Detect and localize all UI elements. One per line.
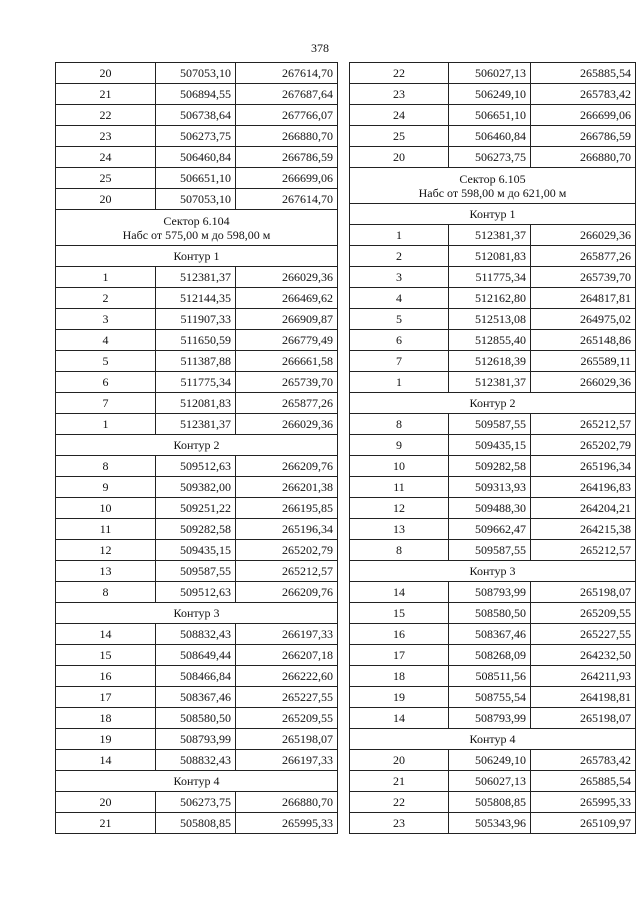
y-coordinate-cell: 266029,36 [236,414,338,435]
x-coordinate-cell: 506651,10 [449,105,531,126]
table-row [56,351,338,372]
x-coordinate-cell: 508793,99 [449,582,531,603]
table-row [350,63,636,84]
table-row [56,267,338,288]
y-coordinate-cell: 266197,33 [236,750,338,771]
table-row [56,750,338,771]
x-coordinate-cell: 508367,46 [449,624,531,645]
x-coordinate-cell: 508580,50 [449,603,531,624]
y-coordinate-cell: 266699,06 [236,168,338,189]
point-number-cell: 1 [350,372,449,393]
point-number-cell: 23 [350,813,449,834]
contour-title: Контур 1 [56,246,338,267]
table-row [350,813,636,834]
sector-header-row [56,210,338,246]
point-number-cell: 7 [350,351,449,372]
y-coordinate-cell: 265212,57 [531,540,636,561]
x-coordinate-cell: 505808,85 [449,792,531,813]
table-row [350,351,636,372]
table-row [56,456,338,477]
table-row [56,792,338,813]
y-coordinate-cell: 265739,70 [236,372,338,393]
x-coordinate-cell: 508793,99 [449,708,531,729]
contour-title: Контур 2 [350,393,636,414]
y-coordinate-cell: 266222,60 [236,666,338,687]
sector-altitude-range: Набс от 575,00 м до 598,00 м [122,227,271,242]
table-row [56,729,338,750]
table-row [350,624,636,645]
x-coordinate-cell: 508511,56 [449,666,531,687]
table-row [56,687,338,708]
y-coordinate-cell: 264198,81 [531,687,636,708]
point-number-cell: 25 [56,168,156,189]
contour-title: Контур 1 [350,204,636,225]
y-coordinate-cell: 264196,83 [531,477,636,498]
x-coordinate-cell: 512381,37 [449,372,531,393]
point-number-cell: 9 [56,477,156,498]
point-number-cell: 16 [56,666,156,687]
table-row [56,414,338,435]
x-coordinate-cell: 512144,35 [156,288,236,309]
sector-header [56,210,338,246]
y-coordinate-cell: 265209,55 [236,708,338,729]
table-row [350,414,636,435]
y-coordinate-cell: 265995,33 [531,792,636,813]
table-row [56,477,338,498]
x-coordinate-cell: 508793,99 [156,729,236,750]
y-coordinate-cell: 266029,36 [236,267,338,288]
x-coordinate-cell: 509313,93 [449,477,531,498]
y-coordinate-cell: 265202,79 [236,540,338,561]
table-row [350,645,636,666]
y-coordinate-cell: 265227,55 [236,687,338,708]
x-coordinate-cell: 512381,37 [156,414,236,435]
y-coordinate-cell: 266209,76 [236,582,338,603]
point-number-cell: 2 [56,288,156,309]
table-row [56,624,338,645]
contour-title: Контур 4 [350,729,636,750]
contour-header-row [350,204,636,225]
point-number-cell: 25 [350,126,449,147]
point-number-cell: 19 [56,729,156,750]
y-coordinate-cell: 265877,26 [531,246,636,267]
table-row [56,63,338,84]
x-coordinate-cell: 511907,33 [156,309,236,330]
point-number-cell: 14 [56,624,156,645]
table-row [56,813,338,834]
y-coordinate-cell: 267614,70 [236,63,338,84]
table-row [56,288,338,309]
y-coordinate-cell: 265212,57 [236,561,338,582]
y-coordinate-cell: 266029,36 [531,372,636,393]
contour-title: Контур 3 [350,561,636,582]
table-row [350,771,636,792]
point-number-cell: 13 [350,519,449,540]
x-coordinate-cell: 506273,75 [449,147,531,168]
point-number-cell: 8 [56,582,156,603]
y-coordinate-cell: 265198,07 [236,729,338,750]
point-number-cell: 8 [350,414,449,435]
x-coordinate-cell: 509251,22 [156,498,236,519]
x-coordinate-cell: 508466,84 [156,666,236,687]
point-number-cell: 16 [350,624,449,645]
x-coordinate-cell: 509662,47 [449,519,531,540]
y-coordinate-cell: 266209,76 [236,456,338,477]
y-coordinate-cell: 265196,34 [236,519,338,540]
x-coordinate-cell: 509282,58 [449,456,531,477]
y-coordinate-cell: 264211,93 [531,666,636,687]
table-row [56,561,338,582]
point-number-cell: 17 [350,645,449,666]
contour-header-row [350,729,636,750]
x-coordinate-cell: 509512,63 [156,456,236,477]
y-coordinate-cell: 266909,87 [236,309,338,330]
x-coordinate-cell: 508755,54 [449,687,531,708]
y-coordinate-cell: 266880,70 [236,792,338,813]
point-number-cell: 14 [350,708,449,729]
y-coordinate-cell: 265209,55 [531,603,636,624]
table-row [350,792,636,813]
coordinates-table-right [349,62,636,834]
point-number-cell: 24 [350,105,449,126]
x-coordinate-cell: 508832,43 [156,624,236,645]
point-number-cell: 13 [56,561,156,582]
table-row [56,582,338,603]
x-coordinate-cell: 509282,58 [156,519,236,540]
table-row [56,105,338,126]
x-coordinate-cell: 511775,34 [156,372,236,393]
y-coordinate-cell: 267766,07 [236,105,338,126]
table-row [56,189,338,210]
point-number-cell: 24 [56,147,156,168]
point-number-cell: 14 [350,582,449,603]
table-row [350,477,636,498]
table-row [56,540,338,561]
point-number-cell: 4 [350,288,449,309]
table-row [350,435,636,456]
point-number-cell: 1 [56,414,156,435]
x-coordinate-cell: 512513,08 [449,309,531,330]
x-coordinate-cell: 512381,37 [449,225,531,246]
table-row [56,666,338,687]
y-coordinate-cell: 265995,33 [236,813,338,834]
x-coordinate-cell: 506273,75 [156,126,236,147]
point-number-cell: 21 [350,771,449,792]
x-coordinate-cell: 509512,63 [156,582,236,603]
x-coordinate-cell: 511775,34 [449,267,531,288]
point-number-cell: 1 [56,267,156,288]
point-number-cell: 6 [350,330,449,351]
coordinates-table-left [55,62,338,834]
y-coordinate-cell: 265148,86 [531,330,636,351]
x-coordinate-cell: 511650,59 [156,330,236,351]
y-coordinate-cell: 265885,54 [531,63,636,84]
point-number-cell: 3 [350,267,449,288]
x-coordinate-cell: 505343,96 [449,813,531,834]
x-coordinate-cell: 506460,84 [156,147,236,168]
y-coordinate-cell: 265783,42 [531,750,636,771]
x-coordinate-cell: 505808,85 [156,813,236,834]
y-coordinate-cell: 266029,36 [531,225,636,246]
point-number-cell: 8 [56,456,156,477]
table-row [350,330,636,351]
table-row [350,750,636,771]
y-coordinate-cell: 266661,58 [236,351,338,372]
x-coordinate-cell: 512618,39 [449,351,531,372]
x-coordinate-cell: 506027,13 [449,771,531,792]
y-coordinate-cell: 264975,02 [531,309,636,330]
x-coordinate-cell: 512081,83 [156,393,236,414]
table-row [350,309,636,330]
point-number-cell: 3 [56,309,156,330]
point-number-cell: 18 [350,666,449,687]
y-coordinate-cell: 266779,49 [236,330,338,351]
contour-header-row [56,246,338,267]
y-coordinate-cell: 266786,59 [531,126,636,147]
y-coordinate-cell: 265198,07 [531,582,636,603]
x-coordinate-cell: 509587,55 [449,414,531,435]
y-coordinate-cell: 266197,33 [236,624,338,645]
y-coordinate-cell: 265589,11 [531,351,636,372]
y-coordinate-cell: 265885,54 [531,771,636,792]
point-number-cell: 14 [56,750,156,771]
point-number-cell: 4 [56,330,156,351]
x-coordinate-cell: 509435,15 [449,435,531,456]
x-coordinate-cell: 512162,80 [449,288,531,309]
table-row [56,645,338,666]
y-coordinate-cell: 266469,62 [236,288,338,309]
y-coordinate-cell: 264215,38 [531,519,636,540]
table-row [56,84,338,105]
point-number-cell: 10 [56,498,156,519]
contour-header-row [350,393,636,414]
x-coordinate-cell: 509382,00 [156,477,236,498]
table-row [350,603,636,624]
contour-header-row [350,561,636,582]
table-row [56,519,338,540]
table-row [350,225,636,246]
table-row [350,126,636,147]
y-coordinate-cell: 267614,70 [236,189,338,210]
point-number-cell: 21 [56,813,156,834]
x-coordinate-cell: 506249,10 [449,750,531,771]
contour-header-row [56,603,338,624]
table-row [56,147,338,168]
table-row [56,309,338,330]
point-number-cell: 6 [56,372,156,393]
x-coordinate-cell: 512855,40 [449,330,531,351]
point-number-cell: 20 [350,750,449,771]
table-row [350,147,636,168]
y-coordinate-cell: 265877,26 [236,393,338,414]
point-number-cell: 21 [56,84,156,105]
table-row [350,288,636,309]
x-coordinate-cell: 507053,10 [156,63,236,84]
y-coordinate-cell: 265227,55 [531,624,636,645]
y-coordinate-cell: 265198,07 [531,708,636,729]
table-row [350,519,636,540]
point-number-cell: 11 [56,519,156,540]
contour-title: Контур 2 [56,435,338,456]
x-coordinate-cell: 509587,55 [156,561,236,582]
table-row [350,687,636,708]
point-number-cell: 15 [350,603,449,624]
x-coordinate-cell: 506249,10 [449,84,531,105]
x-coordinate-cell: 508832,43 [156,750,236,771]
point-number-cell: 12 [56,540,156,561]
table-row [56,126,338,147]
contour-header-row [56,771,338,792]
point-number-cell: 7 [56,393,156,414]
x-coordinate-cell: 508580,50 [156,708,236,729]
y-coordinate-cell: 264204,21 [531,498,636,519]
point-number-cell: 5 [56,351,156,372]
x-coordinate-cell: 508268,09 [449,645,531,666]
point-number-cell: 20 [56,189,156,210]
x-coordinate-cell: 509488,30 [449,498,531,519]
table-row [56,372,338,393]
y-coordinate-cell: 266786,59 [236,147,338,168]
x-coordinate-cell: 506738,64 [156,105,236,126]
contour-title: Контур 4 [56,771,338,792]
table-row [350,498,636,519]
table-row [350,666,636,687]
point-number-cell: 19 [350,687,449,708]
table-row [56,498,338,519]
table-row [350,84,636,105]
y-coordinate-cell: 266195,85 [236,498,338,519]
y-coordinate-cell: 265202,79 [531,435,636,456]
point-number-cell: 9 [350,435,449,456]
point-number-cell: 22 [56,105,156,126]
sector-header-row [350,168,636,204]
x-coordinate-cell: 506273,75 [156,792,236,813]
point-number-cell: 20 [56,792,156,813]
contour-header-row [56,435,338,456]
point-number-cell: 22 [350,792,449,813]
point-number-cell: 1 [350,225,449,246]
point-number-cell: 23 [350,84,449,105]
x-coordinate-cell: 506460,84 [449,126,531,147]
sector-title: Сектор 6.105 [459,171,526,186]
y-coordinate-cell: 264232,50 [531,645,636,666]
sector-title: Сектор 6.104 [163,213,230,228]
x-coordinate-cell: 506027,13 [449,63,531,84]
table-row [56,708,338,729]
table-row [56,330,338,351]
y-coordinate-cell: 265783,42 [531,84,636,105]
point-number-cell: 20 [350,147,449,168]
point-number-cell: 18 [56,708,156,729]
table-row [350,708,636,729]
sector-altitude-range: Набс от 598,00 м до 621,00 м [418,185,567,200]
sector-header [350,168,636,204]
y-coordinate-cell: 265109,97 [531,813,636,834]
point-number-cell: 10 [350,456,449,477]
x-coordinate-cell: 508649,44 [156,645,236,666]
point-number-cell: 5 [350,309,449,330]
point-number-cell: 17 [56,687,156,708]
x-coordinate-cell: 511387,88 [156,351,236,372]
x-coordinate-cell: 512081,83 [449,246,531,267]
point-number-cell: 15 [56,645,156,666]
y-coordinate-cell: 267687,64 [236,84,338,105]
table-row [56,168,338,189]
x-coordinate-cell: 506651,10 [156,168,236,189]
point-number-cell: 23 [56,126,156,147]
table-row [350,456,636,477]
table-row [350,372,636,393]
table-row [56,393,338,414]
right-table-body [350,63,636,834]
contour-title: Контур 3 [56,603,338,624]
x-coordinate-cell: 509435,15 [156,540,236,561]
y-coordinate-cell: 265196,34 [531,456,636,477]
table-row [350,246,636,267]
point-number-cell: 8 [350,540,449,561]
y-coordinate-cell: 266880,70 [236,126,338,147]
point-number-cell: 2 [350,246,449,267]
table-row [350,540,636,561]
x-coordinate-cell: 509587,55 [449,540,531,561]
x-coordinate-cell: 507053,10 [156,189,236,210]
y-coordinate-cell: 266880,70 [531,147,636,168]
y-coordinate-cell: 266207,18 [236,645,338,666]
left-table-body [56,63,338,834]
table-row [350,105,636,126]
point-number-cell: 12 [350,498,449,519]
point-number-cell: 11 [350,477,449,498]
y-coordinate-cell: 264817,81 [531,288,636,309]
table-row [350,582,636,603]
page-number: 378 [311,41,329,55]
point-number-cell: 22 [350,63,449,84]
y-coordinate-cell: 265739,70 [531,267,636,288]
table-row [350,267,636,288]
y-coordinate-cell: 266699,06 [531,105,636,126]
x-coordinate-cell: 508367,46 [156,687,236,708]
y-coordinate-cell: 266201,38 [236,477,338,498]
point-number-cell: 20 [56,63,156,84]
y-coordinate-cell: 265212,57 [531,414,636,435]
x-coordinate-cell: 506894,55 [156,84,236,105]
x-coordinate-cell: 512381,37 [156,267,236,288]
